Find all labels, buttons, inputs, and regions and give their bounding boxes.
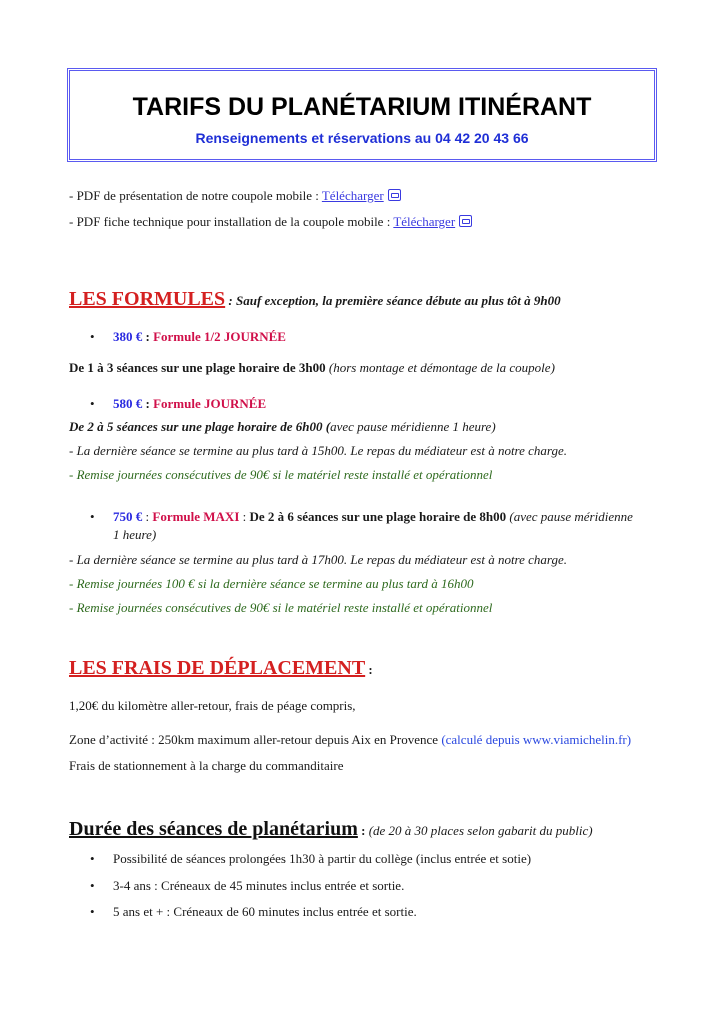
external-link-icon[interactable] <box>388 189 401 201</box>
frais-line-2: Zone d’activité : 250km maximum aller-retour depuis Aix en Provence (calculé depuis www.viamichelin.fr) <box>69 732 632 747</box>
frais-line-3: Frais de stationnement à la charge du commanditaire <box>69 758 344 773</box>
external-link-icon[interactable] <box>459 215 472 227</box>
download-link[interactable]: Télécharger <box>393 214 456 229</box>
section-heading: LES FRAIS DE DÉPLACEMENT <box>69 657 366 679</box>
duree-heading-line: Durée des séances de planétarium : (de 20 à 30 places selon gabarit du public) <box>69 818 593 840</box>
list-item: 5 ans et + : Créneaux de 60 minutes inclus entrée et sortie. <box>113 904 417 919</box>
formule-3-discount-2: - Remise journées consécutives de 90€ si le matériel reste installé et opérationnel <box>69 600 493 615</box>
viamichelin-note: (calculé depuis www.viamichelin.fr) <box>441 732 632 747</box>
bullet-icon: • <box>90 878 95 893</box>
formule-3-desc-cont: 1 heure) <box>113 527 157 542</box>
formule-2-note: - La dernière séance se termine au plus tard à 15h00. Le repas du médiateur est à notre charge. <box>69 443 568 458</box>
bullet-icon: • <box>90 329 95 344</box>
formule-1-desc: De 1 à 3 séances sur une plage horaire de 3h00 (hors montage et démontage de la coupole) <box>69 360 555 375</box>
formule-3: 750 € : Formule MAXI : De 2 à 6 séances sur une plage horaire de 8h00 (avec pause méridienne <box>113 509 633 524</box>
list-item: 3-4 ans : Créneaux de 45 minutes inclus entrée et sortie. <box>113 878 405 893</box>
contact-subtitle: Renseignements et réservations au 04 42 20 43 66 <box>195 130 529 146</box>
bullet-icon: • <box>90 396 95 411</box>
download-line-presentation: - PDF de présentation de notre coupole mobile : Télécharger <box>69 188 401 204</box>
page-title: TARIFS DU PLANÉTARIUM ITINÉRANT <box>132 93 592 121</box>
formule-3-note: - La dernière séance se termine au plus tard à 17h00. Le repas du médiateur est à notre charge. <box>69 552 568 567</box>
frais-heading-line: LES FRAIS DE DÉPLACEMENT : <box>69 657 373 679</box>
section-heading: Durée des séances de planétarium <box>69 818 358 840</box>
list-item: Possibilité de séances prolongées 1h30 à partir du collège (inclus entrée et sotie) <box>113 851 532 866</box>
formule-2: 580 € : Formule JOURNÉE <box>113 396 267 411</box>
section-heading: LES FORMULES <box>69 288 226 310</box>
formule-2-desc: De 2 à 5 séances sur une plage horaire de 6h00 (avec pause méridienne 1 heure) <box>69 419 496 434</box>
formule-2-discount: - Remise journées consécutives de 90€ si le matériel reste installé et opérationnel <box>69 467 493 482</box>
formules-heading-line: LES FORMULES : Sauf exception, la première séance débute au plus tôt à 9h00 <box>69 288 561 310</box>
bullet-icon: • <box>90 904 95 919</box>
formule-3-discount: - Remise journées 100 € si la dernière séance se termine au plus tard à 16h00 <box>69 576 474 591</box>
bullet-icon: • <box>90 509 95 524</box>
download-link[interactable]: Télécharger <box>321 188 384 203</box>
formule-1: 380 € : Formule 1/2 JOURNÉE <box>113 329 286 344</box>
header-box <box>67 68 657 162</box>
download-line-technique: - PDF fiche technique pour installation de la coupole mobile : Télécharger <box>69 214 472 230</box>
bullet-icon: • <box>90 851 95 866</box>
frais-line-1: 1,20€ du kilomètre aller-retour, frais de péage compris, <box>69 698 356 713</box>
